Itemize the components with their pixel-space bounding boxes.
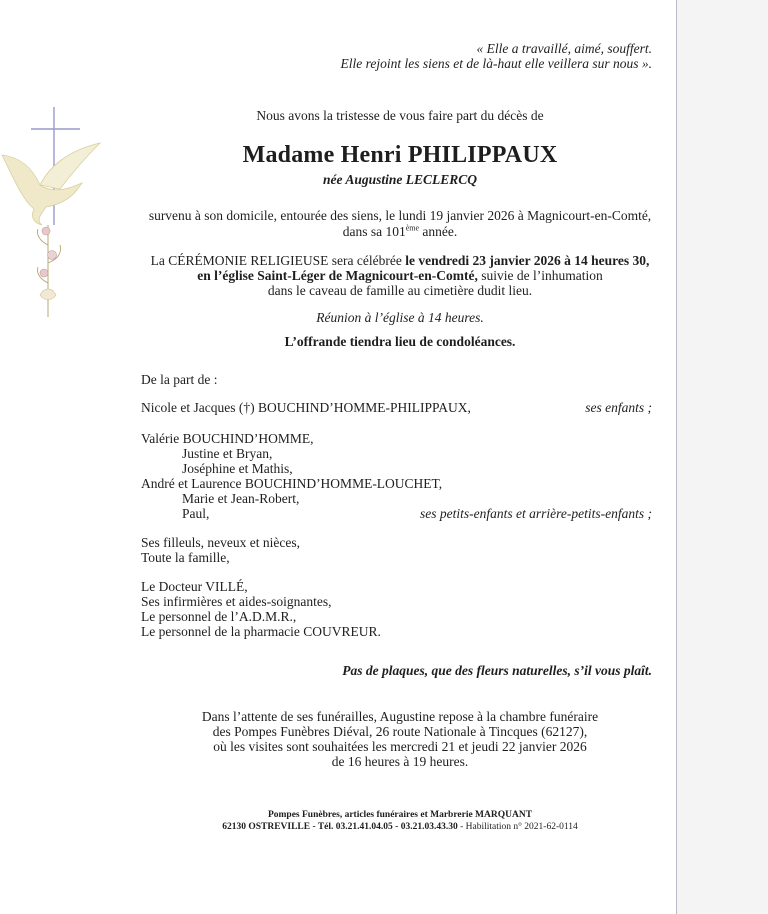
- deceased-name: Madame Henri PHILIPPAUX: [242, 142, 558, 168]
- death-line-1: survenu à son domicile, entourée des siens, le lundi 19 janvier 2026 à Magnicourt-en-Comté,: [148, 208, 652, 223]
- quote-line-1: « Elle a travaillé, aimé, souffert.: [476, 41, 652, 56]
- grandchild-line: Joséphine et Mathis,: [182, 461, 293, 476]
- flowers-note: Pas de plaques, que des fleurs naturelles, s’il vous plaît.: [342, 663, 652, 678]
- wake-line: où les visites sont souhaitées les mercredi 21 et jeudi 22 janvier 2026: [213, 739, 587, 754]
- children-names: Nicole et Jacques (†) BOUCHIND’HOMME-PHILIPPAUX,: [141, 400, 471, 415]
- footer-line-2: 62130 OSTREVILLE - Tél. 03.21.41.04.05 - 03.21.03.43.30 - Habilitation n° 2021-62-0114: [222, 822, 578, 832]
- reunion-text: Réunion à l’église à 14 heures.: [316, 310, 484, 325]
- caregiver-line: Le Docteur VILLÉ,: [141, 579, 248, 594]
- ceremony-line-2: en l’église Saint-Léger de Magnicourt-en-Comté, suivie de l’inhumation: [197, 268, 603, 283]
- wake-line: Dans l’attente de ses funérailles, Augustine repose à la chambre funéraire: [201, 709, 599, 724]
- grandchild-line: Justine et Bryan,: [182, 446, 273, 461]
- quote-line-2: Elle rejoint les siens et de là-haut elle veillera sur nous ».: [340, 56, 652, 71]
- from-label: De la part de :: [141, 372, 218, 387]
- grandchild-line: Paul,: [182, 506, 210, 521]
- intro-text: Nous avons la tristesse de vous faire part du décès de: [256, 108, 544, 123]
- caregiver-line: Le personnel de la pharmacie COUVREUR.: [141, 624, 381, 639]
- wake-line: des Pompes Funèbres Diéval, 26 route Nationale à Tincques (62127),: [212, 724, 588, 739]
- family-line: Toute la famille,: [141, 550, 230, 565]
- ceremony-line-1: La CÉRÉMONIE RELIGIEUSE sera célébrée le vendredi 23 janvier 2026 à 14 heures 30,: [150, 253, 650, 268]
- children-role: ses enfants ;: [585, 400, 652, 415]
- cross-dove-lily-icon: [0, 95, 110, 320]
- caregiver-line: Le personnel de l’A.D.M.R.,: [141, 609, 297, 624]
- maiden-name: née Augustine LECLERCQ: [322, 172, 478, 187]
- grandchildren-role: ses petits-enfants et arrière-petits-enfants ;: [420, 506, 652, 521]
- grandchild-line: André et Laurence BOUCHIND’HOMME-LOUCHET,: [141, 476, 443, 491]
- grandchild-line: Valérie BOUCHIND’HOMME,: [141, 431, 314, 446]
- wake-line: de 16 heures à 19 heures.: [331, 754, 469, 769]
- offrande-text: L’offrande tiendra lieu de condoléances.: [284, 334, 516, 349]
- death-line-2: dans sa 101ème année.: [342, 223, 458, 239]
- grandchild-line: Marie et Jean-Robert,: [182, 491, 300, 506]
- caregiver-line: Ses infirmières et aides-soignantes,: [141, 594, 332, 609]
- family-line: Ses filleuls, neveux et nièces,: [141, 535, 300, 550]
- footer-line-1: Pompes Funèbres, articles funéraires et Marbrerie MARQUANT: [267, 810, 533, 820]
- ceremony-line-3: dans le caveau de famille au cimetière dudit lieu.: [267, 283, 533, 298]
